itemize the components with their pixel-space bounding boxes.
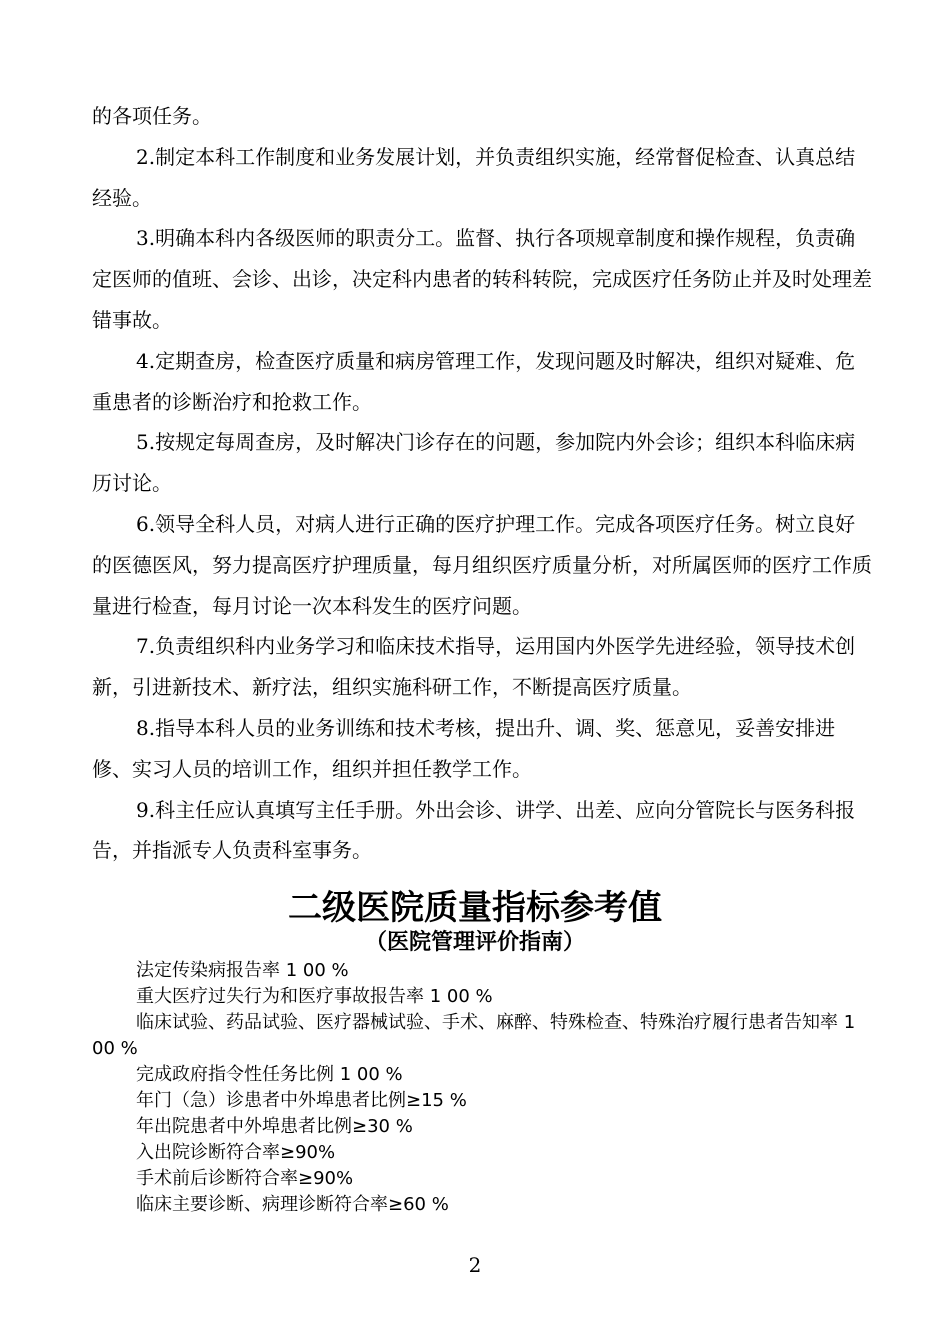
indicator-item: 完成政府指令性任务比例 1 00 %	[136, 1064, 403, 1085]
indicator-item: 临床试验、药品试验、医疗器械试验、手术、麻醉、特殊检查、特殊治疗履行患者告知率 1 00 %	[92, 1012, 856, 1059]
page-number: 2	[468, 1253, 482, 1277]
indicator-item: 临床主要诊断、病理诊断符合率≥60 %	[136, 1194, 449, 1215]
duty-paragraph: 的各项任务。	[92, 104, 212, 128]
quality-indicators-list	[92, 958, 872, 1218]
duty-paragraph: 2.制定本科工作制度和业务发展计划，并负责组织实施，经常督促检查、认真总结经验。	[92, 144, 856, 210]
indicator-item: 手术前后诊断符合率≥90%	[136, 1168, 354, 1189]
indicator-item: 年门（急）诊患者中外埠患者比例≥15 %	[136, 1090, 467, 1111]
duty-paragraph: 8.指导本科人员的业务训练和技术考核，提出升、调、奖、惩意见，妥善安排进修、实习人员的培训工作，组织并担任教学工作。	[92, 715, 836, 781]
duty-paragraph: 6.领导全科人员，对病人进行正确的医疗护理工作。完成各项医疗任务。树立良好的医德医风，努力提高医疗护理质量，每月组织医疗质量分析，对所属医师的医疗工作质量进行检查，每月讨论一次本科发生的医疗问题。	[92, 511, 872, 618]
duty-paragraph: 3.明确本科内各级医师的职责分工。监督、执行各项规章制度和操作规程，负责确定医师的值班、会诊、出诊，决定科内患者的转科转院，完成医疗任务防止并及时处理差错事故。	[92, 226, 872, 332]
duty-paragraph: 5.按规定每周查房，及时解决门诊存在的问题，参加院内外会诊；组织本科临床病历讨论。	[92, 430, 856, 496]
indicator-item: 重大医疗过失行为和医疗事故报告率 1 00 %	[136, 986, 493, 1007]
duty-paragraph: 9.科主任应认真填写主任手册。外出会诊、讲学、出差、应向分管院长与医务科报告，并指派专人负责科室事务。	[92, 797, 856, 863]
section-title: 二级医院质量指标参考值	[288, 888, 662, 928]
indicator-item: 法定传染病报告率 1 00 %	[136, 960, 349, 981]
duty-paragraph: 4.定期查房，检查医疗质量和病房管理工作，发现问题及时解决，组织对疑难、危重患者的诊断治疗和抢救工作。	[92, 348, 856, 414]
indicator-item: 入出院诊断符合率≥90%	[136, 1142, 336, 1163]
indicator-item: 年出院患者中外埠患者比例≥30 %	[136, 1116, 413, 1137]
duties-list	[92, 96, 872, 871]
duty-paragraph: 7.负责组织科内业务学习和临床技术指导，运用国内外医学先进经验，领导技术创新，引进新技术、新疗法，组织实施科研工作，不断提高医疗质量。	[92, 634, 856, 700]
section-subtitle: （医院管理评价指南）	[364, 930, 585, 955]
